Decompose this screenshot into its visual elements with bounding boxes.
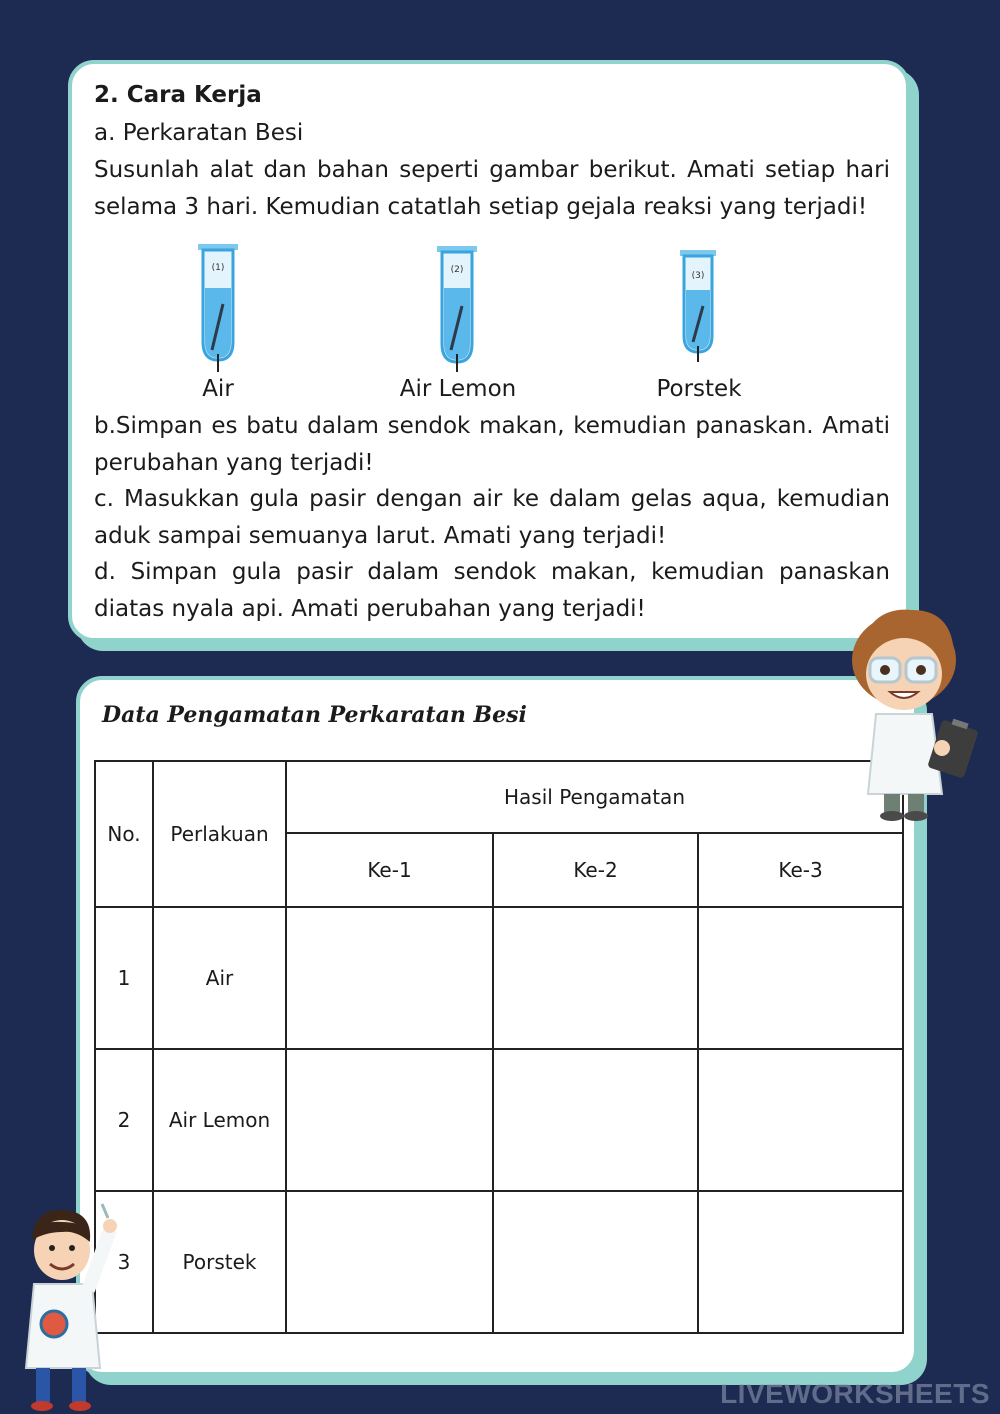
step-b-text: b.Simpan es batu dalam sendok makan, kemudian panaskan. Amati perubahan yang terjadi!: [94, 413, 890, 476]
row-3-no: 3: [95, 1191, 153, 1333]
procedure-card: [68, 60, 910, 642]
row-2-day-2-cell[interactable]: [493, 1049, 698, 1191]
row-3-day-1-cell[interactable]: [286, 1191, 493, 1333]
observation-table: [94, 760, 904, 1334]
row-2-day-3-cell[interactable]: [698, 1049, 903, 1191]
tube-1-number: (1): [211, 263, 225, 273]
step-c-text: c. Masukkan gula pasir dengan air ke dalam gelas aqua, kemudian aduk sampai semuanya larut. Amati yang terjadi!: [94, 486, 890, 549]
row-3-day-3-cell[interactable]: [698, 1191, 903, 1333]
scientist-clipboard-icon: [842, 588, 992, 824]
row-2-no: 2: [95, 1049, 153, 1191]
tube-1-label: Air: [202, 376, 234, 402]
row-1-day-2-cell[interactable]: [493, 907, 698, 1049]
test-tube-3-icon: [678, 248, 724, 363]
table-row: [95, 907, 903, 1049]
tube-2-number: (2): [450, 265, 464, 275]
table-row: [95, 1049, 903, 1191]
table-row: [95, 1191, 903, 1333]
header-day-3: Ke-3: [698, 833, 903, 907]
row-2-day-1-cell[interactable]: [286, 1049, 493, 1191]
observation-card: [76, 676, 918, 1376]
header-results: Hasil Pengamatan: [286, 761, 903, 833]
watermark-logo: LIVEWORKSHEETS: [720, 1378, 990, 1409]
row-1-day-3-cell[interactable]: [698, 907, 903, 1049]
tube-2-label: Air Lemon: [399, 376, 517, 402]
row-1-no: 1: [95, 907, 153, 1049]
header-no: No.: [95, 761, 153, 907]
section-title: 2. Cara Kerja: [94, 82, 262, 108]
section-subtitle: a. Perkaratan Besi: [94, 120, 304, 146]
row-3-day-2-cell[interactable]: [493, 1191, 698, 1333]
row-1-treatment: Air: [153, 907, 286, 1049]
test-tube-1-icon: [196, 242, 246, 372]
scientist-flask-icon: [14, 1200, 124, 1414]
header-day-1: Ke-1: [286, 833, 493, 907]
step-d-text: d. Simpan gula pasir dalam sendok makan, kemudian panaskan diatas nyala api. Amati perubahan yang terjadi!: [94, 559, 890, 622]
tube-3-label: Porstek: [656, 376, 742, 402]
row-2-treatment: Air Lemon: [153, 1049, 286, 1191]
header-day-2: Ke-2: [493, 833, 698, 907]
row-3-treatment: Porstek: [153, 1191, 286, 1333]
intro-text: Susunlah alat dan bahan seperti gambar berikut. Amati setiap hari selama 3 hari. Kemudian catatlah setiap gejala reaksi yang terjadi!: [94, 157, 890, 220]
row-1-day-1-cell[interactable]: [286, 907, 493, 1049]
table-title: Data Pengamatan Perkaratan Besi: [102, 702, 527, 728]
header-treatment: Perlakuan: [153, 761, 286, 907]
test-tube-2-icon: [435, 244, 485, 374]
tube-3-number: (3): [691, 271, 705, 281]
